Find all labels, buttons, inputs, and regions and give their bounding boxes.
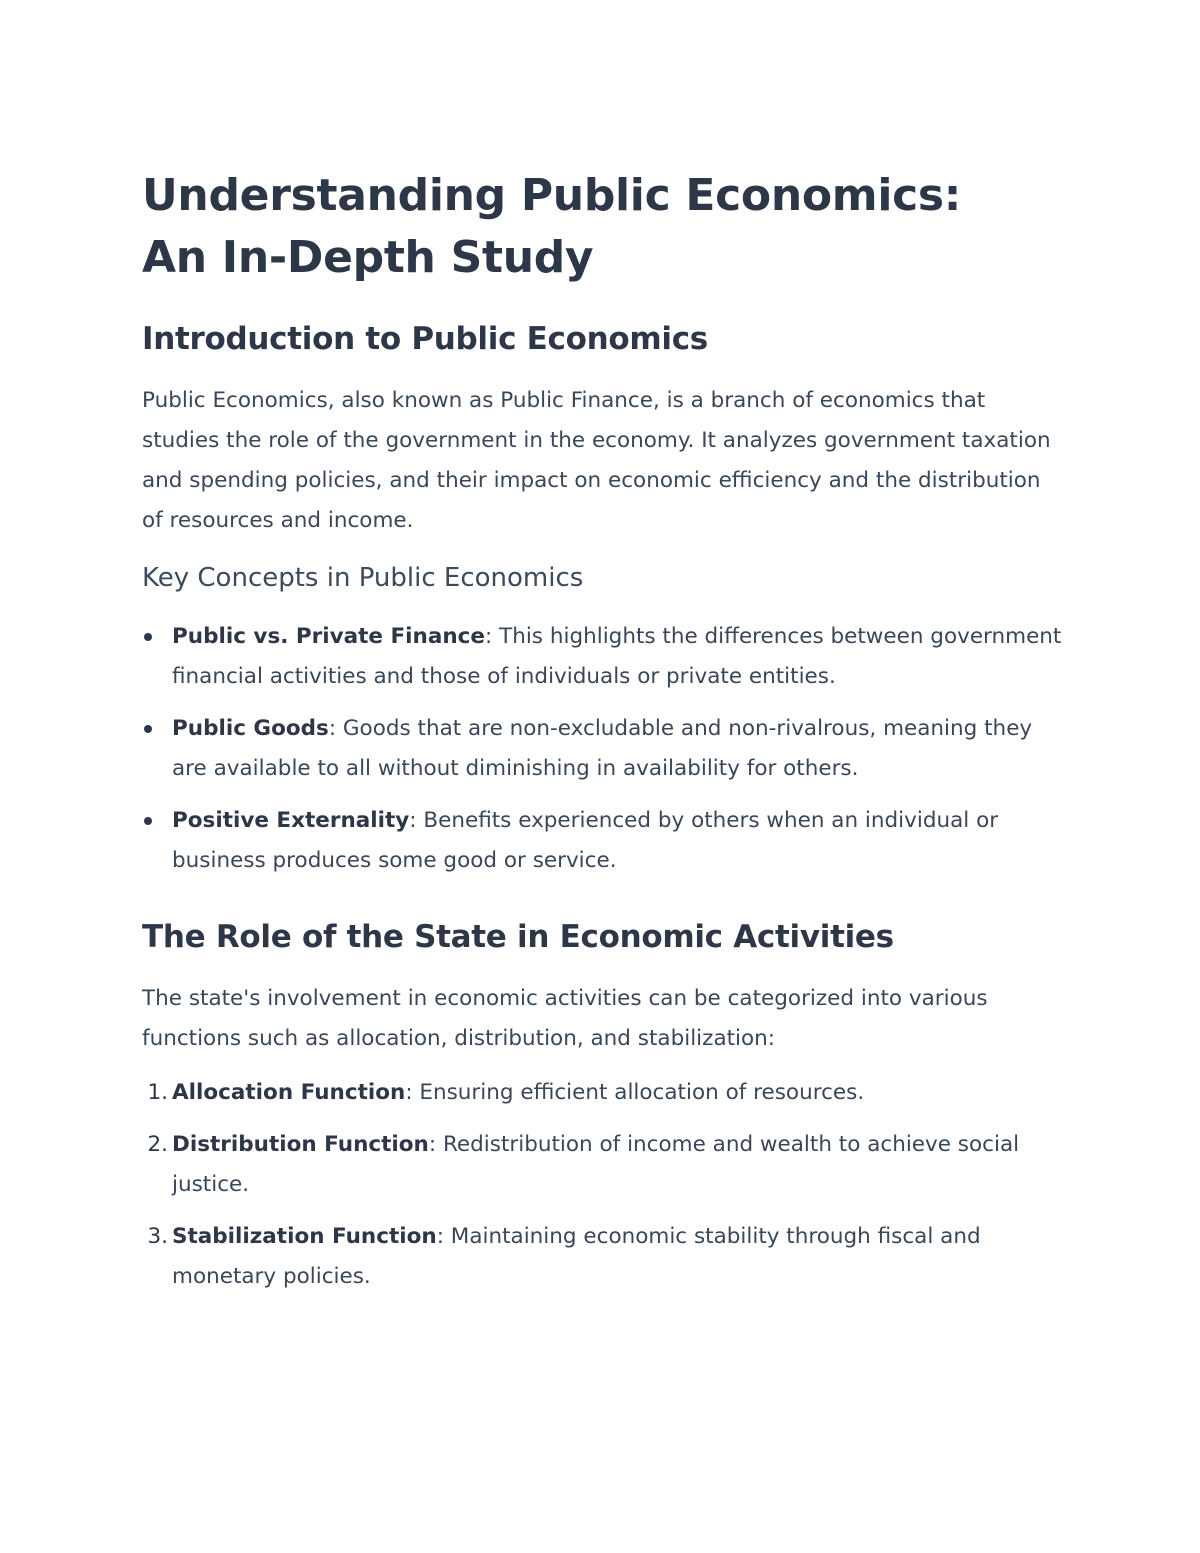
intro-heading: Introduction to Public Economics: [142, 321, 708, 357]
function-term: Distribution Function: [172, 1132, 429, 1157]
concept-term: Public Goods: [172, 716, 329, 741]
concept-term: Positive Externality: [172, 808, 410, 833]
list-item: [142, 1217, 1062, 1297]
document-page: [142, 165, 1062, 1297]
bullet-icon: [144, 817, 152, 825]
key-concepts-list: [142, 617, 1062, 881]
concept-text: : Benefits experienced by others when an individual or business produces some good or service.: [172, 808, 999, 873]
list-item: [142, 1125, 1062, 1205]
list-item: [142, 801, 1062, 881]
concept-term: Public vs. Private Finance: [172, 624, 485, 649]
intro-paragraph: Public Economics, also known as Public Finance, is a branch of economics that studies the role of the government in the economy. It analyzes government taxation and spending policies, and their impact on economic efficiency and the distribution of resources and income.: [142, 388, 1051, 533]
list-item: [142, 617, 1062, 697]
function-text: : Maintaining economic stability through fiscal and monetary policies.: [172, 1224, 981, 1289]
item-number: 2.: [147, 1132, 168, 1157]
concept-text: : This highlights the differences between government financial activities and those of individuals or private entities.: [172, 624, 1062, 689]
list-item: [142, 709, 1062, 789]
role-paragraph: The state's involvement in economic activities can be categorized into various functions such as allocation, distribution, and stabilization:: [142, 986, 988, 1051]
function-text: : Ensuring efficient allocation of resources.: [405, 1080, 865, 1105]
functions-list: [142, 1073, 1062, 1297]
item-number: 1.: [147, 1080, 168, 1105]
item-number: 3.: [147, 1224, 168, 1249]
bullet-icon: [144, 633, 152, 641]
role-heading: The Role of the State in Economic Activities: [142, 919, 894, 955]
function-term: Stabilization Function: [172, 1224, 437, 1249]
key-concepts-heading: Key Concepts in Public Economics: [142, 563, 584, 593]
function-text: : Redistribution of income and wealth to achieve social justice.: [172, 1132, 1020, 1197]
concept-text: : Goods that are non-excludable and non-rivalrous, meaning they are available to all without diminishing in availability for others.: [172, 716, 1033, 781]
list-item: [142, 1073, 1062, 1113]
document-title: Understanding Public Economics: An In-Depth Study: [142, 170, 962, 283]
bullet-icon: [144, 725, 152, 733]
function-term: Allocation Function: [172, 1080, 406, 1105]
